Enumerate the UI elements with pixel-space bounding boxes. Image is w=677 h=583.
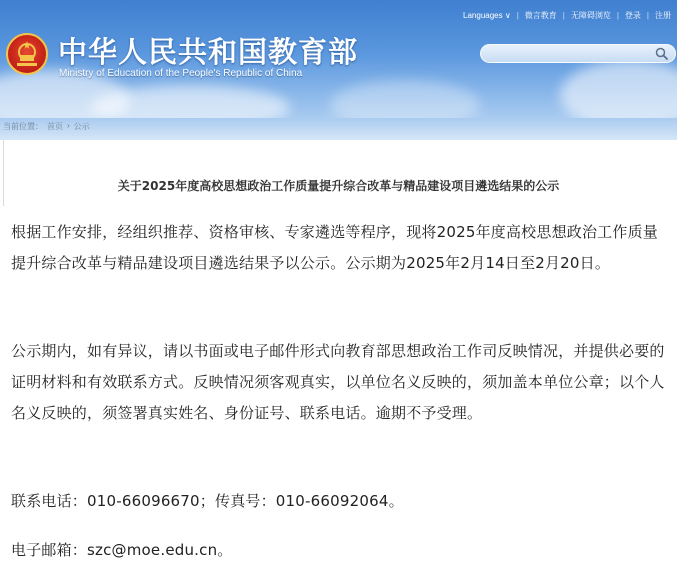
weibo-link[interactable]: 微言教育 — [524, 10, 557, 20]
site-title-english[interactable]: Ministry of Education of the People's Republic of China — [59, 68, 303, 79]
breadcrumb-home-link[interactable]: 首页 — [47, 122, 63, 131]
breadcrumb-current[interactable]: 公示 — [73, 122, 90, 131]
top-navigation — [457, 8, 677, 22]
languages-menu[interactable]: Languages ∨ — [463, 10, 511, 20]
breadcrumb-bar — [0, 118, 677, 140]
article-paragraph: 根据工作安排，经组织推荐、资格审核、专家遴选等程序，现将2025年度高校思想政治工作质量提升综合改革与精品建设项目遴选结果予以公示。公示期为2025年2月14日至2月20日。 — [11, 223, 658, 272]
register-link[interactable]: 注册 — [655, 10, 671, 20]
nav-separator: | — [616, 10, 619, 20]
site-title-chinese[interactable]: 中华人民共和国教育部 — [58, 35, 359, 69]
article-header-box — [3, 140, 677, 206]
article-paragraph: 联系电话：010-66096670；传真号：010-66092064。 — [11, 492, 404, 510]
search-icon[interactable] — [655, 47, 669, 61]
header-cloud-decoration — [330, 80, 480, 118]
breadcrumb-separator: › — [67, 121, 70, 130]
article-paragraph: 公示期内，如有异议，请以书面或电子邮件形式向教育部思想政治工作司反映情况，并提供必要的证明材料和有效联系方式。反映情况须客观真实，以单位名义反映的，须加盖本单位公章；以个人名义反映的，须签署真实姓名、身份证号、联系电话。逾期不予受理。 — [11, 342, 665, 422]
article-paragraph: 电子邮箱：szc@moe.edu.cn。 — [11, 541, 233, 559]
breadcrumb — [3, 121, 90, 132]
nav-separator: | — [562, 10, 565, 20]
header-cloud-decoration — [560, 60, 677, 118]
nav-separator: | — [516, 10, 519, 20]
national-emblem-icon[interactable] — [6, 33, 48, 75]
login-link[interactable]: 登录 — [624, 10, 641, 20]
article-title: 关于2025年度高校思想政治工作质量提升综合改革与精品建设项目遴选结果的公示 — [117, 179, 560, 193]
search-input[interactable] — [480, 44, 676, 63]
nav-separator: | — [646, 10, 649, 20]
breadcrumb-label: 当前位置： — [3, 122, 43, 131]
site-header — [0, 0, 677, 118]
accessibility-link[interactable]: 无障碍浏览 — [570, 10, 611, 20]
